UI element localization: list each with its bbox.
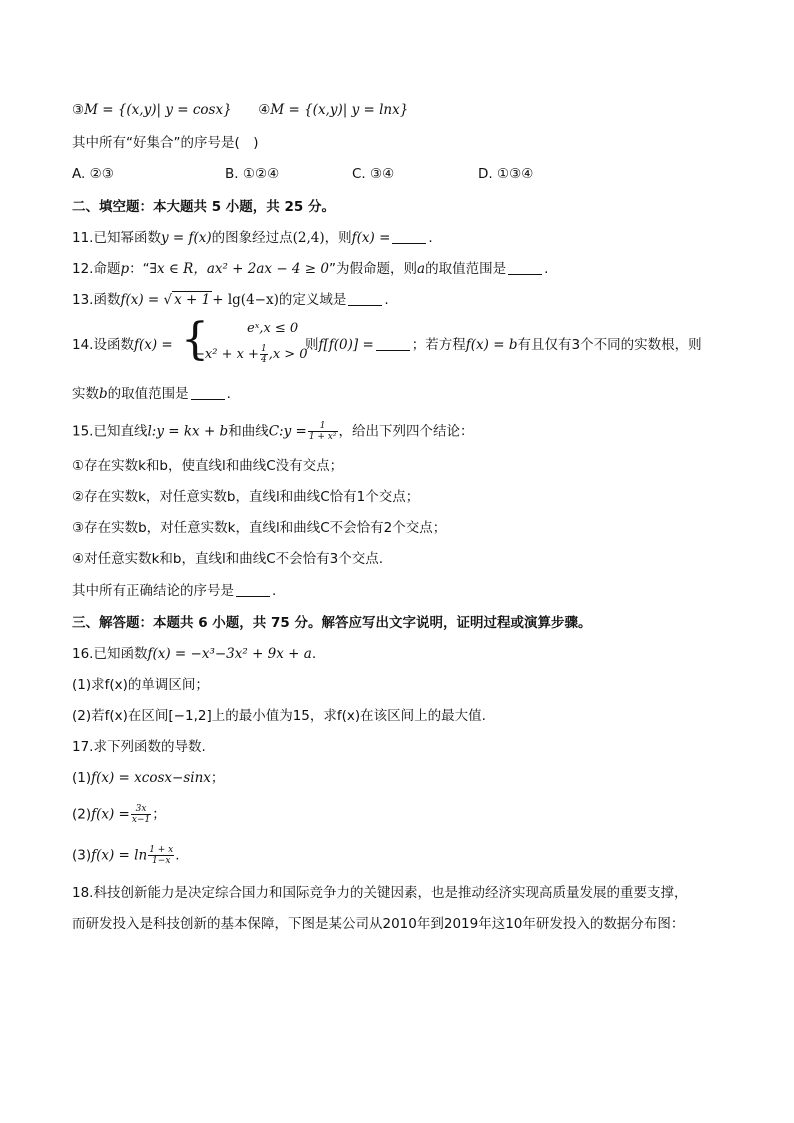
q15-conclusion-2: ②存在实数k，对任意实数b，直线l和曲线C恰有1个交点； <box>72 489 420 505</box>
question-14-line2: 实数b的取值范围是 . <box>72 386 231 402</box>
piecewise-brace: { <box>181 314 209 365</box>
question-12: 12.命题p：“∃x ∈ R，ax² + 2ax − 4 ≥ 0”为假命题，则a的取值范围是 . <box>72 261 549 277</box>
question-13: 13.函数f(x) = √ x + 1 + lg(4−x)的定义域是 . <box>72 292 389 308</box>
answer-blank[interactable] <box>191 387 225 400</box>
item4-label: ④ <box>258 102 271 118</box>
item3-label: ③ <box>72 102 85 118</box>
answer-blank[interactable] <box>508 262 542 275</box>
answer-blank[interactable] <box>376 338 410 351</box>
question-14: 14.设函数f(x) = 则f[f(0)] = ；若方程f(x) = b有且仅有3个不同的实数根，则 <box>72 337 702 353</box>
set-definitions-line <box>72 101 408 119</box>
section2-heading: 二、填空题：本大题共 5 小题，共 25 分。 <box>72 199 335 215</box>
question-18-line1: 18.科技创新能力是决定综合国力和国际竞争力的关键因素，也是推动经济实现高质量发展的重要支撑， <box>72 885 688 901</box>
answer-blank[interactable] <box>348 293 382 306</box>
q17-part-3: (3)f(x) = ln $\frac{1 + x}{1-x}$ . <box>72 845 180 866</box>
question-18-line2: 而研发投入是科技创新的基本保障，下图是某公司从2010年到2019年这10年研发投入的数据分布图： <box>72 916 685 932</box>
question-17: 17.求下列函数的导数. <box>72 739 206 755</box>
q17-part-1: (1)f(x) = xcosx−sinx； <box>72 770 225 786</box>
q15-conclusion-3: ③存在实数b，对任意实数k，直线l和曲线C不会恰有2个交点； <box>72 520 447 536</box>
option-d[interactable]: D. ①③④ <box>478 166 534 182</box>
answer-blank[interactable] <box>392 231 426 244</box>
question-prompt: 其中所有“好集合”的序号是( ) <box>72 135 259 151</box>
q16-part-2: (2)若f(x)在区间[−1,2]上的最小值为15，求f(x)在该区间上的最大值. <box>72 708 486 724</box>
q15-conclusion-1: ①存在实数k和b，使直线l和曲线C没有交点； <box>72 458 344 474</box>
option-a[interactable]: A. ②③ <box>72 166 114 182</box>
set-m-cos: M = {(x,y)| y = cosx} <box>84 102 232 118</box>
choice-options <box>72 165 722 183</box>
piecewise-case-1: eˣ,x ≤ 0 <box>247 321 299 336</box>
q15-answer-prompt: 其中所有正确结论的序号是 . <box>72 583 277 599</box>
question-16: 16.已知函数f(x) = −x³−3x² + 9x + a. <box>72 646 317 662</box>
piecewise-case-2: −x² + x + $\frac{1}{4}$ ,x > 0 <box>194 344 308 365</box>
option-b[interactable]: B. ①②④ <box>225 166 280 182</box>
answer-blank[interactable] <box>236 584 270 597</box>
q15-conclusion-4: ④对任意实数k和b，直线l和曲线C不会恰有3个交点. <box>72 551 384 567</box>
question-15: 15.已知直线l:y = kx + b和曲线C:y = $\frac{1}{\text{1 + x²}}$ ，给出下列四个结论： <box>72 421 474 442</box>
sqrt-sign: √ <box>163 292 173 308</box>
section3-heading: 三、解答题：本题共 6 小题，共 75 分。解答应写出文字说明，证明过程或演算步骤。 <box>72 615 592 631</box>
q16-part-1: (1)求f(x)的单调区间； <box>72 677 209 693</box>
q17-part-2: (2)f(x) = $\frac{3x}{x-1}$ ； <box>72 804 166 825</box>
option-c[interactable]: C. ③④ <box>352 166 395 182</box>
question-11: 11.已知幂函数y = f(x)的图象经过点(2,4)，则f(x) = . <box>72 230 433 246</box>
set-m-ln: M = {(x,y)| y = lnx} <box>270 102 409 118</box>
